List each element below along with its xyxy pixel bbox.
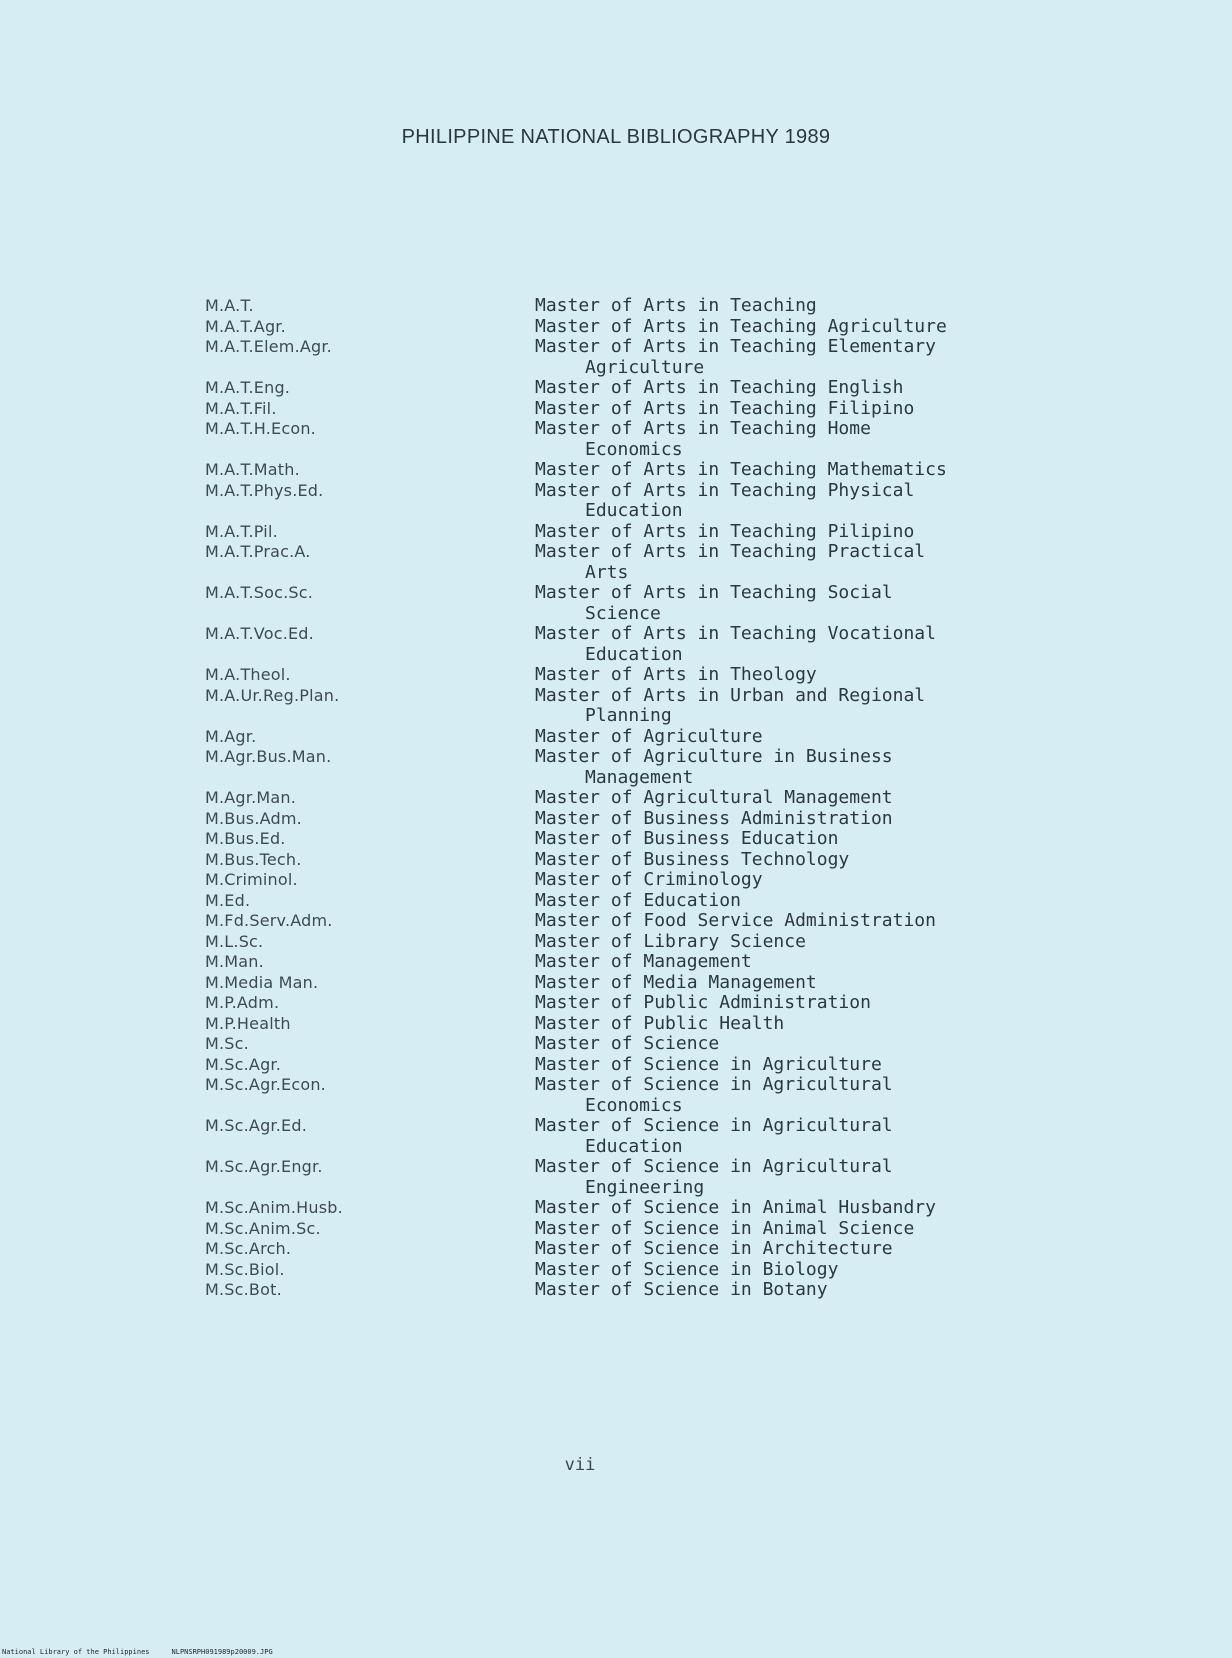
meaning-continuation: Education xyxy=(585,1135,683,1157)
meaning-line: Master of Science in Biology xyxy=(535,1258,839,1280)
scan-source: National Library of the Philippines xyxy=(2,1648,150,1656)
abbreviation-entry xyxy=(205,1014,1125,1035)
meaning-line: Master of Science in Animal Husbandry xyxy=(535,1197,936,1218)
abbreviation: M.A.Ur.Reg.Plan. xyxy=(205,685,340,705)
abbreviation-entry xyxy=(205,481,1125,522)
scan-credit xyxy=(2,1648,295,1656)
abbreviation: M.A.T.Pil. xyxy=(205,521,278,541)
abbreviation-meaning xyxy=(535,1260,1125,1281)
abbreviation-meaning xyxy=(535,1055,1125,1076)
abbreviation-entry xyxy=(205,665,1125,686)
abbreviation-meaning xyxy=(535,378,1125,399)
abbreviation-meaning xyxy=(535,583,1125,624)
page-title: PHILIPPINE NATIONAL BIBLIOGRAPHY 1989 xyxy=(401,126,831,148)
abbreviation: M.A.T.Eng. xyxy=(205,378,291,397)
abbreviation-meaning xyxy=(535,1198,1125,1219)
abbreviation: M.A.T.Prac.A. xyxy=(205,542,311,561)
abbreviation-meaning xyxy=(535,481,1125,522)
meaning-continuation: Planning xyxy=(585,705,672,726)
meaning-continuation: Agriculture xyxy=(585,356,705,378)
abbreviation: M.Fd.Serv.Adm. xyxy=(205,911,333,930)
meaning-line: Master of Agriculture xyxy=(535,725,763,747)
abbreviation-entry xyxy=(205,419,1125,460)
abbreviation-entry xyxy=(205,973,1125,994)
abbreviation: M.Sc.Anim.Husb. xyxy=(205,1198,343,1217)
meaning-line: Master of Arts in Teaching xyxy=(535,295,817,316)
abbreviation-entry xyxy=(205,993,1125,1014)
abbreviation-list xyxy=(205,296,1125,1301)
abbreviation-entry xyxy=(205,522,1125,543)
meaning-line: Master of Business Technology xyxy=(535,848,850,870)
abbreviation: M.Agr. xyxy=(205,726,257,746)
meaning-continuation: Arts xyxy=(585,561,629,583)
meaning-line: Master of Education xyxy=(535,889,741,911)
abbreviation: M.Sc.Bot. xyxy=(205,1280,282,1299)
abbreviation-meaning xyxy=(535,850,1125,871)
abbreviation-entry xyxy=(205,1075,1125,1116)
abbreviation-meaning xyxy=(535,542,1125,583)
meaning-line: Master of Arts in Teaching Practical xyxy=(535,541,926,562)
abbreviation-meaning xyxy=(535,829,1125,850)
meaning-line: Master of Arts in Teaching Physical xyxy=(535,479,915,501)
abbreviation-meaning xyxy=(535,973,1125,994)
abbreviation: M.Sc.Arch. xyxy=(205,1239,292,1258)
abbreviation: M.Media Man. xyxy=(205,972,319,992)
meaning-line: Master of Arts in Teaching Agriculture xyxy=(535,315,947,337)
abbreviation-entry xyxy=(205,727,1125,748)
meaning-continuation: Education xyxy=(585,643,683,665)
meaning-line: Master of Arts in Teaching Mathematics xyxy=(535,459,947,480)
meaning-line: Master of Science in Agricultural xyxy=(535,1156,893,1177)
abbreviation-entry xyxy=(205,378,1125,399)
meaning-line: Master of Arts in Teaching Elementary xyxy=(535,336,936,357)
abbreviation-entry xyxy=(205,624,1125,665)
abbreviation-meaning xyxy=(535,788,1125,809)
abbreviation-entry xyxy=(205,1157,1125,1198)
abbreviation: M.A.T.Phys.Ed. xyxy=(205,480,324,500)
abbreviation-entry xyxy=(205,1034,1125,1055)
meaning-line: Master of Science in Architecture xyxy=(535,1238,893,1259)
meaning-line: Master of Public Health xyxy=(535,1012,785,1034)
abbreviation: M.A.T.Agr. xyxy=(205,316,286,336)
meaning-line: Master of Arts in Urban and Regional xyxy=(535,684,926,706)
abbreviation-meaning xyxy=(535,686,1125,727)
abbreviation: M.P.Health xyxy=(205,1013,291,1033)
meaning-line: Master of Business Education xyxy=(535,828,839,849)
abbreviation-entry xyxy=(205,932,1125,953)
scan-filename: NLPNSRPH091989p20009.JPG xyxy=(171,1648,273,1656)
abbreviation-entry xyxy=(205,911,1125,932)
abbreviation-entry xyxy=(205,399,1125,420)
abbreviation-entry xyxy=(205,296,1125,317)
abbreviation: M.L.Sc. xyxy=(205,931,264,951)
abbreviation-entry xyxy=(205,1219,1125,1240)
abbreviation: M.Agr.Man. xyxy=(205,788,297,807)
abbreviation-entry xyxy=(205,1055,1125,1076)
abbreviation: M.Sc.Agr. xyxy=(205,1054,282,1074)
abbreviation-entry xyxy=(205,686,1125,727)
meaning-continuation: Engineering xyxy=(585,1176,705,1198)
meaning-line: Master of Library Science xyxy=(535,930,806,952)
abbreviation-meaning xyxy=(535,747,1125,788)
abbreviation-meaning xyxy=(535,727,1125,748)
abbreviation: M.A.T.Voc.Ed. xyxy=(205,624,314,643)
abbreviation: M.Agr.Bus.Man. xyxy=(205,747,332,766)
meaning-line: Master of Arts in Teaching Pilipino xyxy=(535,520,915,542)
meaning-line: Master of Business Administration xyxy=(535,807,893,829)
abbreviation-meaning xyxy=(535,337,1125,378)
abbreviation: M.A.T.Fil. xyxy=(205,398,277,418)
abbreviation: M.A.Theol. xyxy=(205,665,291,684)
abbreviation-meaning xyxy=(535,1157,1125,1198)
abbreviation: M.Sc.Agr.Ed. xyxy=(205,1116,307,1135)
abbreviation-meaning xyxy=(535,891,1125,912)
meaning-line: Master of Criminology xyxy=(535,869,763,890)
meaning-line: Master of Arts in Teaching English xyxy=(535,377,904,398)
abbreviation-entry xyxy=(205,952,1125,973)
abbreviation: M.P.Adm. xyxy=(205,993,280,1012)
abbreviation-meaning xyxy=(535,665,1125,686)
abbreviation: M.Criminol. xyxy=(205,870,298,889)
meaning-line: Master of Management xyxy=(535,951,752,972)
abbreviation-meaning xyxy=(535,809,1125,830)
abbreviation: M.Bus.Adm. xyxy=(205,808,302,828)
abbreviation-entry xyxy=(205,317,1125,338)
abbreviation: M.Sc.Biol. xyxy=(205,1259,285,1279)
abbreviation-meaning xyxy=(535,932,1125,953)
abbreviation-entry xyxy=(205,850,1125,871)
abbreviation-meaning xyxy=(535,911,1125,932)
abbreviation-meaning xyxy=(535,1034,1125,1055)
abbreviation: M.A.T.H.Econ. xyxy=(205,419,316,438)
abbreviation-meaning xyxy=(535,624,1125,665)
meaning-continuation: Education xyxy=(585,500,683,521)
abbreviation-meaning xyxy=(535,1075,1125,1116)
abbreviation-meaning xyxy=(535,1219,1125,1240)
abbreviation-entry xyxy=(205,542,1125,583)
abbreviation-meaning xyxy=(535,419,1125,460)
meaning-continuation: Economics xyxy=(585,438,683,460)
abbreviation: M.Sc.Anim.Sc. xyxy=(205,1218,321,1238)
meaning-line: Master of Science in Botany xyxy=(535,1279,828,1300)
abbreviation-entry xyxy=(205,747,1125,788)
meaning-continuation: Management xyxy=(585,766,694,788)
abbreviation-entry xyxy=(205,337,1125,378)
meaning-line: Master of Arts in Teaching Vocational xyxy=(535,623,936,644)
abbreviation-entry xyxy=(205,870,1125,891)
meaning-line: Master of Arts in Teaching Social xyxy=(535,582,893,603)
abbreviation-entry xyxy=(205,891,1125,912)
abbreviation-meaning xyxy=(535,870,1125,891)
abbreviation: M.A.T.Math. xyxy=(205,460,300,479)
abbreviation: M.Sc.Agr.Econ. xyxy=(205,1075,326,1094)
meaning-line: Master of Arts in Teaching Filipino xyxy=(535,397,915,419)
abbreviation: M.Ed. xyxy=(205,890,251,910)
meaning-line: Master of Science xyxy=(535,1033,720,1054)
meaning-line: Master of Agricultural Management xyxy=(535,787,893,808)
abbreviation-meaning xyxy=(535,1280,1125,1301)
abbreviation: M.Man. xyxy=(205,952,264,971)
meaning-line: Master of Arts in Teaching Home xyxy=(535,418,871,439)
abbreviation-entry xyxy=(205,1116,1125,1157)
abbreviation-meaning xyxy=(535,317,1125,338)
abbreviation-meaning xyxy=(535,952,1125,973)
abbreviation: M.Sc.Agr.Engr. xyxy=(205,1157,323,1176)
abbreviation: M.Bus.Ed. xyxy=(205,829,286,848)
page-number: vii xyxy=(564,1455,596,1475)
abbreviation-meaning xyxy=(535,460,1125,481)
meaning-line: Master of Science in Animal Science xyxy=(535,1217,915,1239)
abbreviation-entry xyxy=(205,788,1125,809)
abbreviation-meaning xyxy=(535,522,1125,543)
abbreviation: M.Sc. xyxy=(205,1034,249,1053)
meaning-line: Master of Media Management xyxy=(535,971,817,993)
abbreviation-meaning xyxy=(535,296,1125,317)
meaning-line: Master of Science in Agriculture xyxy=(535,1053,882,1075)
meaning-line: Master of Agriculture in Business xyxy=(535,746,893,767)
abbreviation-entry xyxy=(205,1280,1125,1301)
abbreviation-entry xyxy=(205,583,1125,624)
abbreviation: M.A.T.Soc.Sc. xyxy=(205,583,314,602)
abbreviation-meaning xyxy=(535,1014,1125,1035)
abbreviation: M.A.T. xyxy=(205,296,254,315)
abbreviation-entry xyxy=(205,1260,1125,1281)
abbreviation-meaning xyxy=(535,399,1125,420)
meaning-line: Master of Food Service Administration xyxy=(535,910,936,931)
abbreviation: M.Bus.Tech. xyxy=(205,849,302,869)
meaning-continuation: Science xyxy=(585,602,661,624)
meaning-line: Master of Arts in Theology xyxy=(535,664,817,685)
meaning-line: Master of Science in Agricultural xyxy=(535,1074,893,1095)
abbreviation-meaning xyxy=(535,1239,1125,1260)
meaning-line: Master of Public Administration xyxy=(535,992,871,1013)
abbreviation-entry xyxy=(205,809,1125,830)
abbreviation-entry xyxy=(205,460,1125,481)
abbreviation-meaning xyxy=(535,1116,1125,1157)
abbreviation-entry xyxy=(205,1239,1125,1260)
abbreviation-meaning xyxy=(535,993,1125,1014)
meaning-continuation: Economics xyxy=(585,1094,683,1116)
abbreviation: M.A.T.Elem.Agr. xyxy=(205,337,332,356)
abbreviation-entry xyxy=(205,829,1125,850)
meaning-line: Master of Science in Agricultural xyxy=(535,1115,893,1136)
abbreviation-entry xyxy=(205,1198,1125,1219)
